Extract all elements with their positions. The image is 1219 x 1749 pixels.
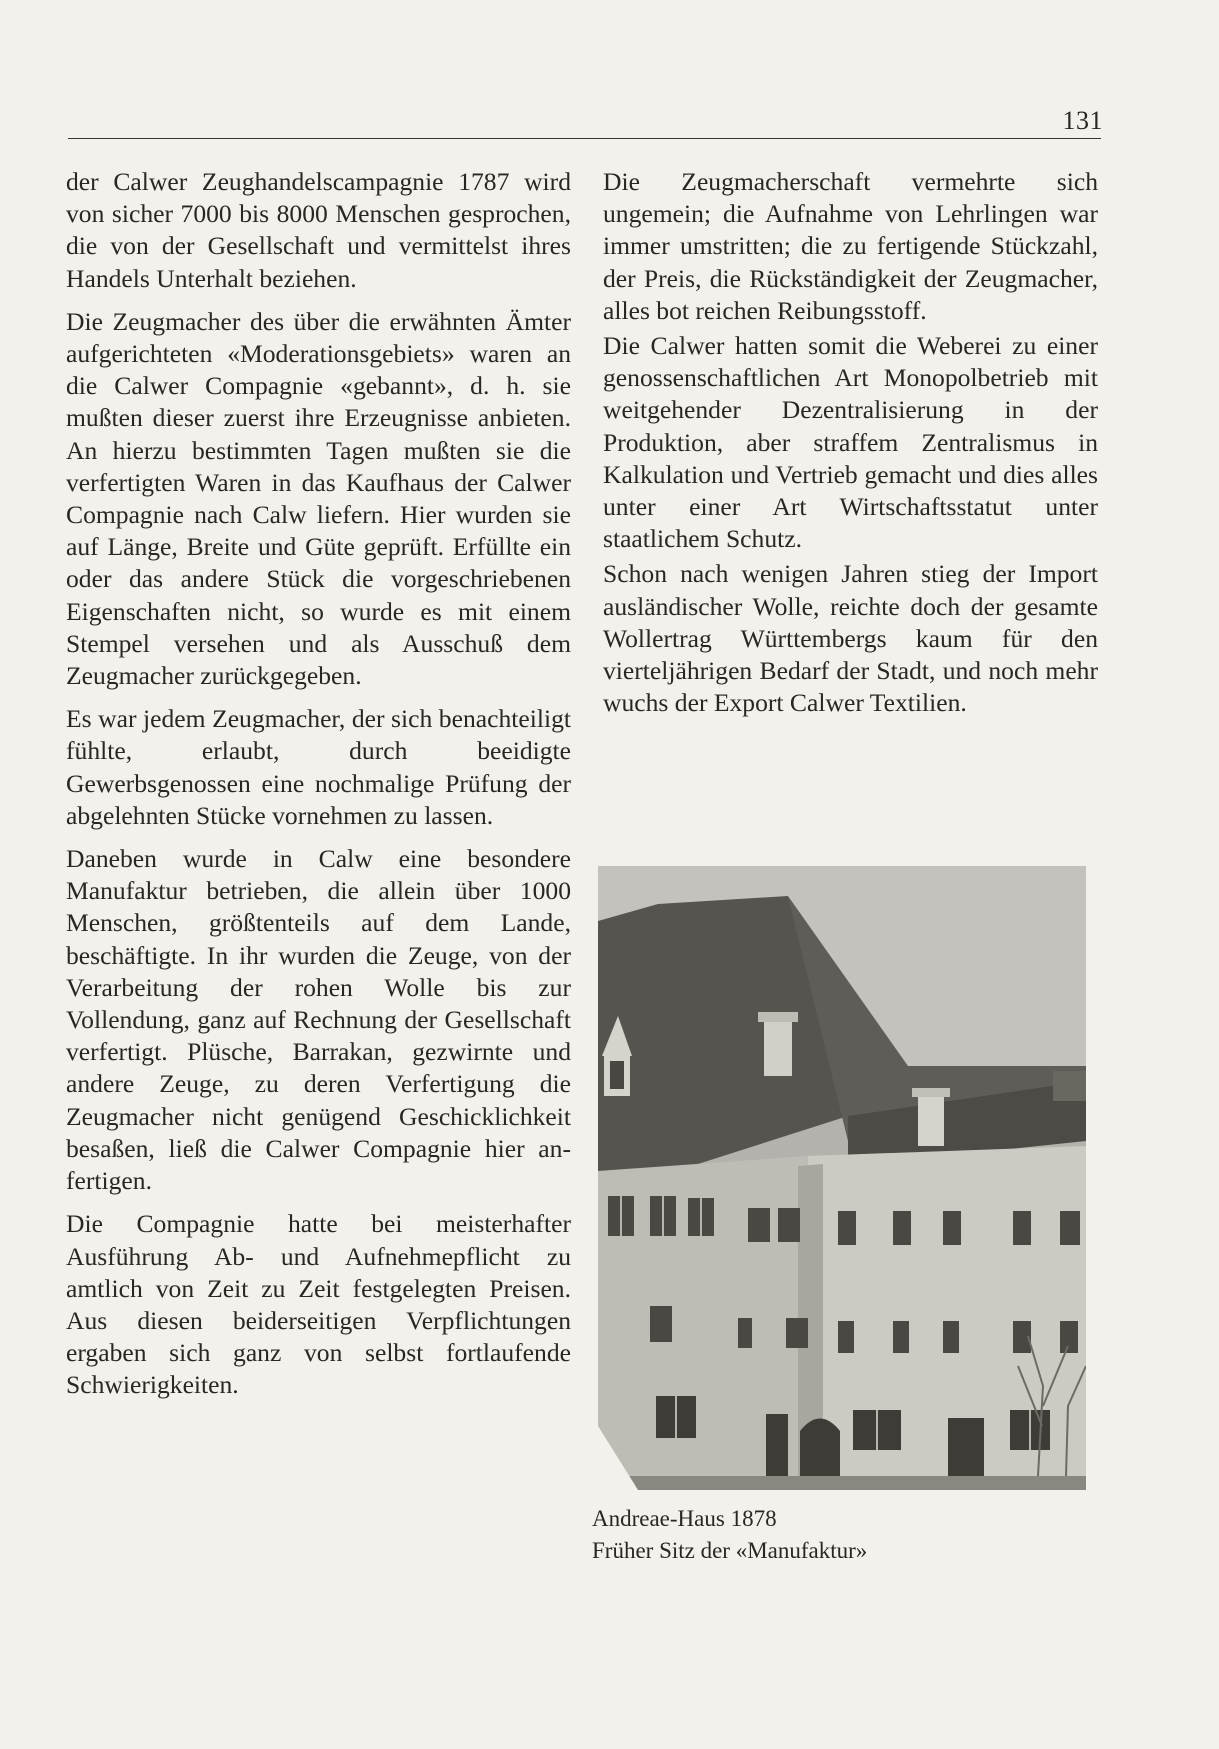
paragraph: Die Compagnie hatte bei meisterhafter Ausführung Ab- und Aufnehmepflicht zu amtlich von Zeit zu Zeit festgelegten Preisen. Aus diesen beiderseitigen Verpflichtungen ergaben sich ganz von selbst fortlaufende Schwierigkeiten. (66, 1209, 571, 1400)
paragraph: Die Zeugmacherschaft vermehrte sich ungemein; die Aufnahme von Lehrlingen war immer umstritten; die zu fertigende Stückzahl, der Preis, die Rückständigkeit der Zeugmacher, alles bot reichen Reibungsstoff. (603, 167, 1098, 325)
photo-caption (592, 1503, 867, 1567)
caption-subtitle: Früher Sitz der «Manufaktur» (592, 1538, 868, 1563)
right-text-column (603, 166, 1098, 722)
paragraph: Es war jedem Zeugmacher, der sich benachteiligt fühlte, erlaubt, durch beeidigte Gewerbsgenossen eine nochmalige Prüfung der abgelehnten Stücke vornehmen zu lassen. (66, 704, 571, 830)
left-text-column (66, 166, 571, 1413)
paragraph: Die Calwer hatten somit die Weberei zu einer genossenschaftlichen Art Monopolbetrieb mit weitgehender Dezentralisierung in der Produktion, aber straffem Zentralismus in Kalkulation und Vertrieb gemacht und dies alles unter einer Art Wirtschaftsstatut unter staatlichem Schutz. (603, 331, 1098, 554)
building-photograph (598, 866, 1086, 1490)
paragraph: Daneben wurde in Calw eine besondere Manufaktur betrieben, die allein über 1000 Menschen, größtenteils auf dem Lande, beschäftigte. In ihr wurden die Zeuge, von der Verarbeitung der rohen Wolle bis zur Vollendung, ganz auf Rechnung der Gesellschaft verfertigt. Plüsche, Barrakan, gezwirnte und andere Zeuge, zu deren Verfertigung die Zeugmacher nicht genügend Geschicklichkeit besaßen, ließ die Calwer Compagnie hier anfertigen. (66, 844, 571, 1196)
page-number: 131 (1062, 106, 1103, 135)
paragraph: Die Zeugmacher des über die erwähnten Ämter aufgerichteten «Moderationsgebiets» waren an die Calwer Compagnie «gebannt», d. h. sie mußten dieser zuerst ihre Erzeugnisse anbieten. An hierzu bestimmten Tagen mußten sie die verfertigten Waren in das Kaufhaus der Calwer Compagnie nach Calw liefern. Hier wurden sie auf Länge, Breite und Güte geprüft. Erfüllte ein oder das andere Stück die vorgeschriebenen Eigenschaften nicht, so wurde es mit einem Stempel versehen und als Ausschuß dem Zeugmacher zurückgegeben. (66, 306, 571, 691)
caption-title: Andreae-Haus 1878 (592, 1506, 777, 1531)
header-rule (68, 138, 1101, 139)
paragraph: der Calwer Zeughandelscampagnie 1787 wird von sicher 7000 bis 8000 Menschen gesprochen, die von der Gesellschaft und vermittelst ihres Handels Unterhalt beziehen. (66, 167, 571, 293)
paragraph: Schon nach wenigen Jahren stieg der Import ausländischer Wolle, reichte doch der gesamte Wollertrag Württembergs kaum für den vierteljährigen Bedarf der Stadt, und noch mehr wuchs der Export Calwer Textilien. (603, 559, 1098, 718)
